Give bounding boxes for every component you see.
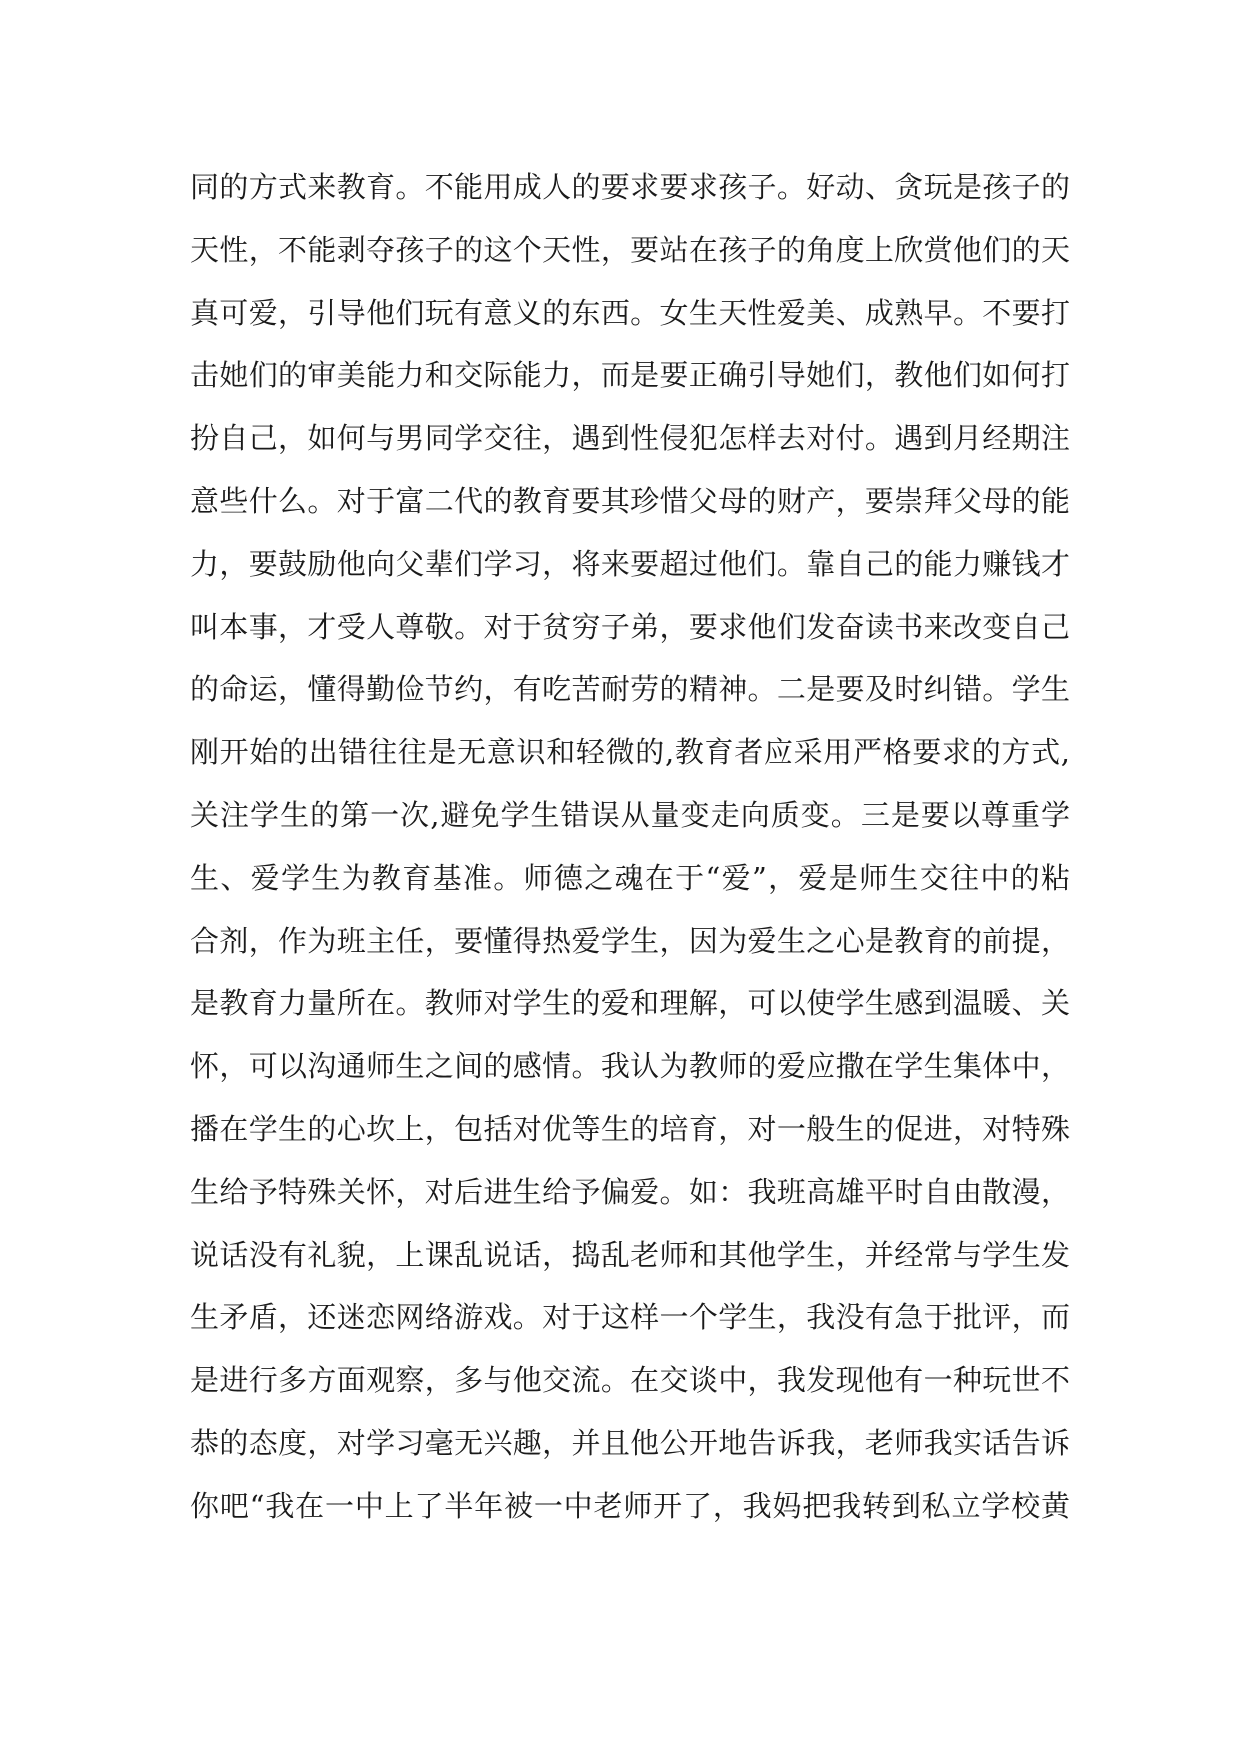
text-line: 生给予特殊关怀，对后进生给予偏爱。如：我班高雄平时自由散漫， <box>190 1174 1070 1209</box>
text-line: 合剂，作为班主任，要懂得热爱学生，因为爱生之心是教育的前提， <box>190 923 1070 958</box>
text-line: 扮自己，如何与男同学交往，遇到性侵犯怎样去对付。遇到月经期注 <box>190 421 1070 456</box>
text-line: 意些什么。对于富二代的教育要其珍惜父母的财产，要崇拜父母的能 <box>190 483 1070 518</box>
text-line: 力，要鼓励他向父辈们学习，将来要超过他们。靠自己的能力赚钱才 <box>190 546 1070 581</box>
text-line: 刚开始的出错往往是无意识和轻微的,教育者应采用严格要求的方式, <box>190 735 1070 770</box>
text-line: 天性，不能剥夺孩子的这个天性，要站在孩子的角度上欣赏他们的天 <box>190 232 1070 267</box>
text-line: 叫本事，才受人尊敬。对于贫穷子弟，要求他们发奋读书来改变自己 <box>190 609 1070 644</box>
text-line: 生矛盾，还迷恋网络游戏。对于这样一个学生，我没有急于批评，而 <box>190 1300 1070 1335</box>
text-line: 你吧“我在一中上了半年被一中老师开了，我妈把我转到私立学校黄 <box>190 1488 1070 1523</box>
text-line: 击她们的审美能力和交际能力，而是要正确引导她们，教他们如何打 <box>190 358 1070 393</box>
text-line: 同的方式来教育。不能用成人的要求要求孩子。好动、贪玩是孩子的 <box>190 170 1070 204</box>
text-line: 的命运，懂得勤俭节约，有吃苦耐劳的精神。二是要及时纠错。学生 <box>190 672 1070 707</box>
text-line: 怀，可以沟通师生之间的感情。我认为教师的爱应撒在学生集体中， <box>190 1049 1070 1084</box>
body-text <box>190 156 1070 1538</box>
text-line: 是进行多方面观察，多与他交流。在交谈中，我发现他有一种玩世不 <box>190 1363 1070 1398</box>
text-line: 关注学生的第一次,避免学生错误从量变走向质变。三是要以尊重学 <box>190 797 1070 832</box>
text-line: 说话没有礼貌，上课乱说话，捣乱老师和其他学生，并经常与学生发 <box>190 1237 1070 1272</box>
text-line: 生、爱学生为教育基准。师德之魂在于“爱”，爱是师生交往中的粘 <box>190 860 1070 895</box>
text-line: 恭的态度，对学习毫无兴趣，并且他公开地告诉我，老师我实话告诉 <box>190 1425 1070 1460</box>
text-line: 真可爱，引导他们玩有意义的东西。女生天性爱美、成熟早。不要打 <box>190 295 1070 330</box>
text-line: 播在学生的心坎上，包括对优等生的培育，对一般生的促进，对特殊 <box>190 1111 1070 1146</box>
text-line: 是教育力量所在。教师对学生的爱和理解，可以使学生感到温暖、关 <box>190 986 1070 1021</box>
